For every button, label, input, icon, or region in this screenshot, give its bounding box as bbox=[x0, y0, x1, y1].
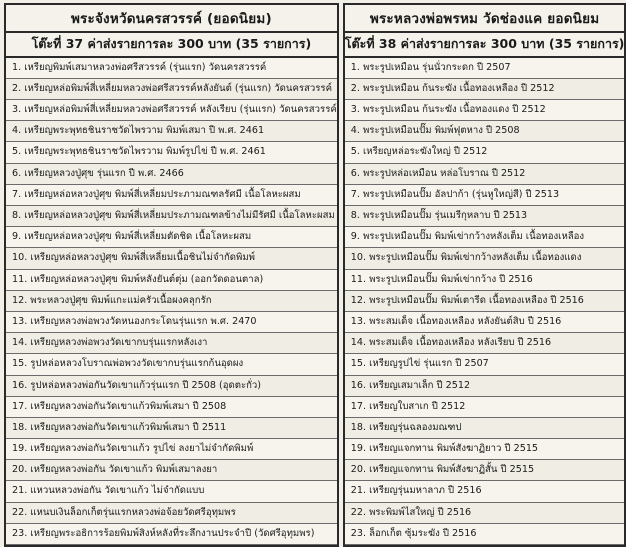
list-item: 11. พระรูปเหมือนปั๊ม พิมพ์เข่ากว้าง ปี 2516 bbox=[345, 270, 625, 291]
list-item: 14. พระสมเด็จ เนื้อทองเหลือง หลังเรียบ ปี 2516 bbox=[345, 333, 625, 354]
list-item: 4. เหรียญพระพุทธชินราชวัดไพรวาม พิมพ์เสมา ปี พ.ศ. 2461 bbox=[6, 121, 337, 142]
list-item: 10. เหรียญหล่อหลวงปู่ศุข พิมพ์สี่เหลี่ยมเนื้อชินไม่จำกัดพิมพ์ bbox=[6, 248, 337, 269]
list-item: 3. พระรูปเหมือน ก้นระฆัง เนื้อทองแดง ปี 2512 bbox=[345, 100, 625, 121]
list-item: 9. พระรูปเหมือนปั๊ม พิมพ์เข่ากว้างหลังเต็ม เนื้อทองเหลือง bbox=[345, 227, 625, 248]
list-item: 2. เหรียญหล่อพิมพ์สี่เหลี่ยมหลวงพ่อศรีสวรรค์หลังยันต์ (รุ่นแรก) วัดนครสวรรค์ bbox=[6, 79, 337, 100]
list-item: 7. พระรูปเหมือนปั๊ม อัลปาก้า (รุ่นหูใหญ่สี) ปี 2513 bbox=[345, 185, 625, 206]
list-item: 5. เหรียญหล่อระฆังใหญ่ ปี 2512 bbox=[345, 142, 625, 163]
list-item: 7. เหรียญหล่อหลวงปู่ศุข พิมพ์สี่เหลี่ยมประภามณฑลรัศมี เนื้อโลหะผสม bbox=[6, 185, 337, 206]
list-item: 22. พระพิมพ์ไสใหญ่ ปี 2516 bbox=[345, 503, 625, 524]
list-item: 10. พระรูปเหมือนปั๊ม พิมพ์เข่ากว้างหลังเต็ม เนื้อทองแดง bbox=[345, 248, 625, 269]
list-item: 16. เหรียญเสมาเล็ก ปี 2512 bbox=[345, 376, 625, 397]
list-item: 14. เหรียญหลวงพ่อพวงวัดเขากบรุ่นแรกหลังเงา bbox=[6, 333, 337, 354]
list-item: 18. เหรียญหลวงพ่อกันวัดเขาแก้วพิมพ์เสมา ปี 2511 bbox=[6, 418, 337, 439]
list-item: 8. พระรูปเหมือนปั๊ม รุ่นเมรีกุหลาบ ปี 2513 bbox=[345, 206, 625, 227]
list-item: 21. แหวนหลวงพ่อกัน วัดเขาแก้ว ไม่จำกัดแบบ bbox=[6, 481, 337, 502]
list-item: 22. แหนบเงินล็อกเก็ตรุ่นแรกหลวงพ่อจ้อยวัดศรีอุทุมพร bbox=[6, 503, 337, 524]
right-item-list bbox=[345, 58, 625, 545]
price-board bbox=[4, 3, 625, 547]
list-item: 15. รูปหล่อหลวงโบราณพ่อพวงวัดเขากบรุ่นแรกก้นอุดผง bbox=[6, 354, 337, 375]
list-item: 2. พระรูปเหมือน ก้นระฆัง เนื้อทองเหลือง ปี 2512 bbox=[345, 79, 625, 100]
list-item: 5. เหรียญพระพุทธชินราชวัดไพรวาม พิมพ์รูปไข่ ปี พ.ศ. 2461 bbox=[6, 142, 337, 163]
list-item: 11. เหรียญหล่อหลวงปู่ศุข พิมพ์หลังยันต์ตุ่ม (ออกวัดดอนตาล) bbox=[6, 270, 337, 291]
list-item: 1. พระรูปเหมือน รุ่นนั่วกระดก ปี 2507 bbox=[345, 58, 625, 79]
list-item: 6. พระรูปหล่อเหมือน หล่อโบราณ ปี 2512 bbox=[345, 164, 625, 185]
list-item: 23. ล็อกเก็ต ซุ้มระฆัง ปี 2516 bbox=[345, 524, 625, 545]
left-column-subtitle: โต๊ะที่ 37 ค่าส่งรายการละ 300 บาท (35 รายการ) bbox=[6, 33, 337, 58]
list-item: 20. เหรียญแจกทาน พิมพ์สังฆาฏิสั้น ปี 2515 bbox=[345, 460, 625, 481]
list-item: 16. รูปหล่อหลวงพ่อกันวัดเขาแก้วรุ่นแรก ปี 2508 (อุดตะกั่ว) bbox=[6, 376, 337, 397]
right-column-title: พระหลวงพ่อพรหม วัดช่องแค ยอดนิยม bbox=[345, 5, 625, 33]
right-column-subtitle: โต๊ะที่ 38 ค่าส่งรายการละ 300 บาท (35 รายการ) bbox=[345, 33, 625, 58]
left-item-list bbox=[6, 58, 337, 545]
list-item: 18. เหรียญรุ่นฉลองมณฑป bbox=[345, 418, 625, 439]
list-item: 3. เหรียญหล่อพิมพ์สี่เหลี่ยมหลวงพ่อศรีสวรรค์ หลังเรียบ (รุ่นแรก) วัดนครสวรรค์ bbox=[6, 100, 337, 121]
right-column bbox=[343, 3, 626, 547]
list-item: 1. เหรียญพิมพ์เสมาหลวงพ่อศรีสวรรค์ (รุ่นแรก) วัดนครสวรรค์ bbox=[6, 58, 337, 79]
list-item: 19. เหรียญแจกทาน พิมพ์สังฆาฏิยาว ปี 2515 bbox=[345, 439, 625, 460]
list-item: 8. เหรียญหล่อหลวงปู่ศุข พิมพ์สี่เหลี่ยมประภามณฑลข้างไม่มีรัศมี เนื้อโลหะผสม bbox=[6, 206, 337, 227]
list-item: 12. พระรูปเหมือนปั๊ม พิมพ์เตารีด เนื้อทองเหลือง ปี 2516 bbox=[345, 291, 625, 312]
list-item: 4. พระรูปเหมือนปั๊ม พิมพ์ฟุตหาง ปี 2508 bbox=[345, 121, 625, 142]
list-item: 9. เหรียญหล่อหลวงปู่ศุข พิมพ์สี่เหลี่ยมตัดชิด เนื้อโลหะผสม bbox=[6, 227, 337, 248]
left-column-title: พระจังหวัดนครสวรรค์ (ยอดนิยม) bbox=[6, 5, 337, 33]
list-item: 13. พระสมเด็จ เนื้อทองเหลือง หลังยันต์สิบ ปี 2516 bbox=[345, 312, 625, 333]
list-item: 20. เหรียญหลวงพ่อกัน วัดเขาแก้ว พิมพ์เสมาลงยา bbox=[6, 460, 337, 481]
left-column bbox=[4, 3, 339, 547]
list-item: 12. พระหลวงปู่ศุข พิมพ์แกะแม่ครัวเนื้อผงคลุกรัก bbox=[6, 291, 337, 312]
list-item: 19. เหรียญหลวงพ่อกันวัดเขาแก้ว รูปไข่ ลงยาไม่จำกัดพิมพ์ bbox=[6, 439, 337, 460]
list-item: 23. เหรียญพระอธิการร้อยพิมพ์สิงห์หลังที่ระลึกงานประจำปี (วัดศรีอุทุมพร) bbox=[6, 524, 337, 545]
list-item: 15. เหรียญรูปไข่ รุ่นแรก ปี 2507 bbox=[345, 354, 625, 375]
list-item: 17. เหรียญหลวงพ่อกันวัดเขาแก้วพิมพ์เสมา ปี 2508 bbox=[6, 397, 337, 418]
list-item: 21. เหรียญรุ่นมหาลาภ ปี 2516 bbox=[345, 481, 625, 502]
list-item: 6. เหรียญหลวงปู่ศุข รุ่นแรก ปี พ.ศ. 2466 bbox=[6, 164, 337, 185]
list-item: 13. เหรียญหลวงพ่อพวงวัดหนองกระโดนรุ่นแรก พ.ศ. 2470 bbox=[6, 312, 337, 333]
list-item: 17. เหรียญใบสาเก ปี 2512 bbox=[345, 397, 625, 418]
